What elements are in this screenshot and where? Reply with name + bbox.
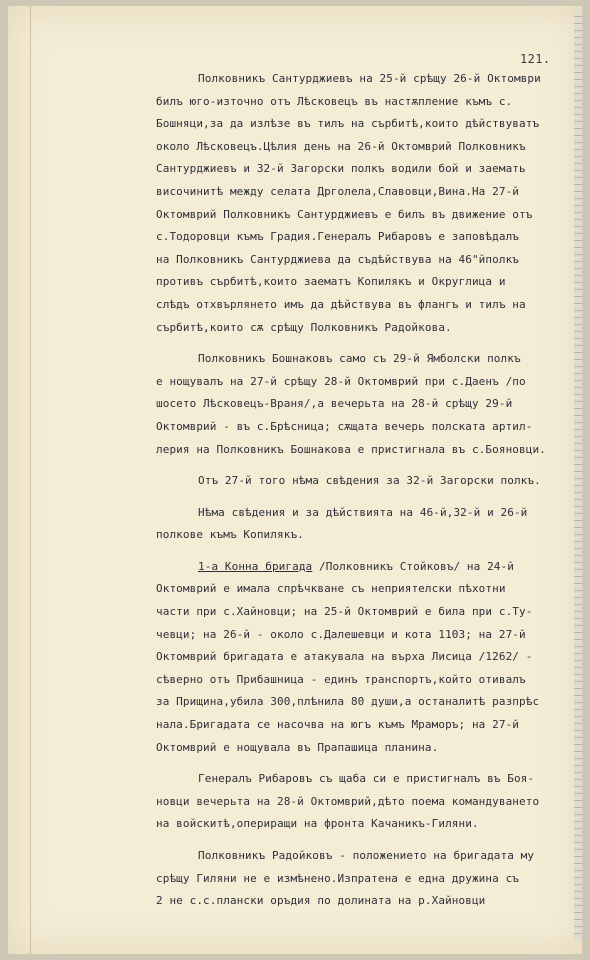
text-line <box>156 601 566 624</box>
line-text: Бошняци,за да излѣзе въ тилъ на сърбитѣ,които дѣйствуватъ <box>156 117 540 131</box>
line-text: билъ юго-източно отъ Лѣсковецъ въ настѫпление къмъ с. <box>156 94 513 108</box>
text-line <box>156 470 566 493</box>
section-heading: 1-а Конна бригада <box>198 559 313 573</box>
line-text: Октомврий Полковникъ Сантурджиевъ е билъ въ движение отъ <box>156 207 533 221</box>
line-text: Октомврий е имала спрѣчкване съ неприятелски пѣхотни <box>156 582 506 596</box>
text-line <box>156 890 566 913</box>
text-line <box>156 181 566 204</box>
paragraph-gap <box>156 339 566 348</box>
text-line <box>156 68 566 91</box>
line-text: Полковникъ Сантурджиевъ на 25-й срѣщу 26-й Октомври <box>198 72 541 85</box>
line-text: на войскитѣ,опериращи на фронта Качаникъ-Гиляни. <box>156 817 479 831</box>
paragraph-gap <box>156 759 566 768</box>
line-text: лерия на Полковникъ Бошнакова е пристигнала въ с.Бояновци. <box>156 442 546 456</box>
text-line <box>156 768 566 791</box>
text-line <box>156 646 566 669</box>
line-text: Сантурджиевъ и 32-й Загорски полкъ водили бой и заемать <box>156 162 526 176</box>
line-text: чевци; на 26-й - около с.Далешевци и кота 1103; на 27-й <box>156 627 526 641</box>
line-text: полкове къмъ Копилякъ. <box>156 528 304 542</box>
line-text: на Полковникъ Сантурджиева да съдѣйствува на 46"йполкъ <box>156 252 520 266</box>
text-line <box>156 813 566 836</box>
line-text: слѣдъ отхвърлянето имъ да дѣйствува въ флангъ и тилъ на <box>156 297 526 311</box>
paragraph-gap <box>156 493 566 502</box>
text-line <box>156 294 566 317</box>
text-line <box>156 439 566 462</box>
line-text: Генералъ Рибаровъ съ щаба си е пристигналъ въ Боя- <box>198 772 535 786</box>
line-text: Нѣма свѣдения и за дѣйствията на 46-й,32-й и 26-й <box>198 505 528 519</box>
text-line <box>156 669 566 692</box>
text-line <box>156 371 566 394</box>
text-line <box>156 416 566 439</box>
text-line <box>156 691 566 714</box>
text-line <box>156 393 566 416</box>
text-line <box>156 158 566 181</box>
line-text: за Прищина,убила 300,плѣнила 80 души,а останалитѣ разпрѣс <box>156 695 540 709</box>
text-line <box>156 113 566 136</box>
line-text: сѣверно отъ Прибашница - единъ транспортъ,който отивалъ <box>156 672 526 686</box>
line-text: Отъ 27-й того нѣма свѣдения за 32-й Загорски полкъ. <box>198 474 541 488</box>
line-text: сърбитѣ,които сѫ срѣщу Полковникъ Радойкова. <box>156 320 452 334</box>
line-text: /Полковникъ Стойковъ/ на 24-й <box>312 559 514 573</box>
line-text: с.Тодоровци къмъ Градия.Генералъ Рибаровъ е заповѣдалъ <box>156 230 520 244</box>
line-text: нала.Бригадата се насочва на югъ къмъ Мраморъ; на 27-й <box>156 718 520 732</box>
paragraph-gap <box>156 547 566 556</box>
paragraph-gap <box>156 461 566 470</box>
line-text: части при с.Хайновци; на 25-й Октомврий е била при с.Ту- <box>156 605 533 619</box>
text-line <box>156 348 566 371</box>
text-line <box>156 868 566 891</box>
text-line <box>156 91 566 114</box>
line-text: е нощувалъ на 27-й срѣщу 28-й Октомврий при с.Даенъ /по <box>156 374 526 388</box>
line-text: срѣщу Гиляни не е измѣнено.Изпратена е една дружина съ <box>156 871 520 885</box>
line-text: около Лѣсковецъ.Цѣлия день на 26-й Октомврий Полковникъ <box>156 139 526 153</box>
line-text: новци вечерьта на 28-й Октомврий,дѣто поема командуването <box>156 794 540 808</box>
line-text: противъ сърбитѣ,които заематъ Копилякъ и Округлица и <box>156 275 506 289</box>
text-line <box>156 714 566 737</box>
text-line <box>156 271 566 294</box>
text-line <box>156 502 566 525</box>
text-line <box>156 249 566 272</box>
line-text: Октомврий - въ с.Брѣсница; сѫщата вечерь полската артил- <box>156 419 533 433</box>
scan-edge-strip <box>574 10 582 940</box>
line-text: височинитѣ между селата Дрголела,Славовци,Вина.На 27-й <box>156 184 520 198</box>
document-body <box>156 68 566 913</box>
text-line <box>156 624 566 647</box>
line-text: Полковникъ Радойковъ - положението на бригадата му <box>198 849 535 862</box>
text-line <box>156 524 566 547</box>
text-line <box>156 578 566 601</box>
text-line <box>156 737 566 760</box>
line-text: Полковникъ Бошнаковъ само съ 29-й Ямболски полкъ <box>198 352 521 366</box>
line-text: шосето Лѣсковецъ-Враня/,а вечерьта на 28-й срѣщу 29-й <box>156 397 513 411</box>
text-line <box>156 317 566 340</box>
text-line <box>156 226 566 249</box>
page-number: 121. <box>520 52 551 66</box>
line-text: 2 не с.с.плански оръдия по долината на р.Хайновци <box>156 894 486 908</box>
line-text: Октомврий е нощувала въ Прапашица планина. <box>156 740 439 754</box>
text-line <box>156 556 566 579</box>
page-fold-line <box>30 6 31 954</box>
text-line <box>156 845 566 868</box>
text-line <box>156 791 566 814</box>
line-text: Октомврий бригадата е атакувала на върха Лисица /1262/ - <box>156 650 533 664</box>
paragraph-gap <box>156 836 566 845</box>
text-line <box>156 136 566 159</box>
text-line <box>156 204 566 227</box>
